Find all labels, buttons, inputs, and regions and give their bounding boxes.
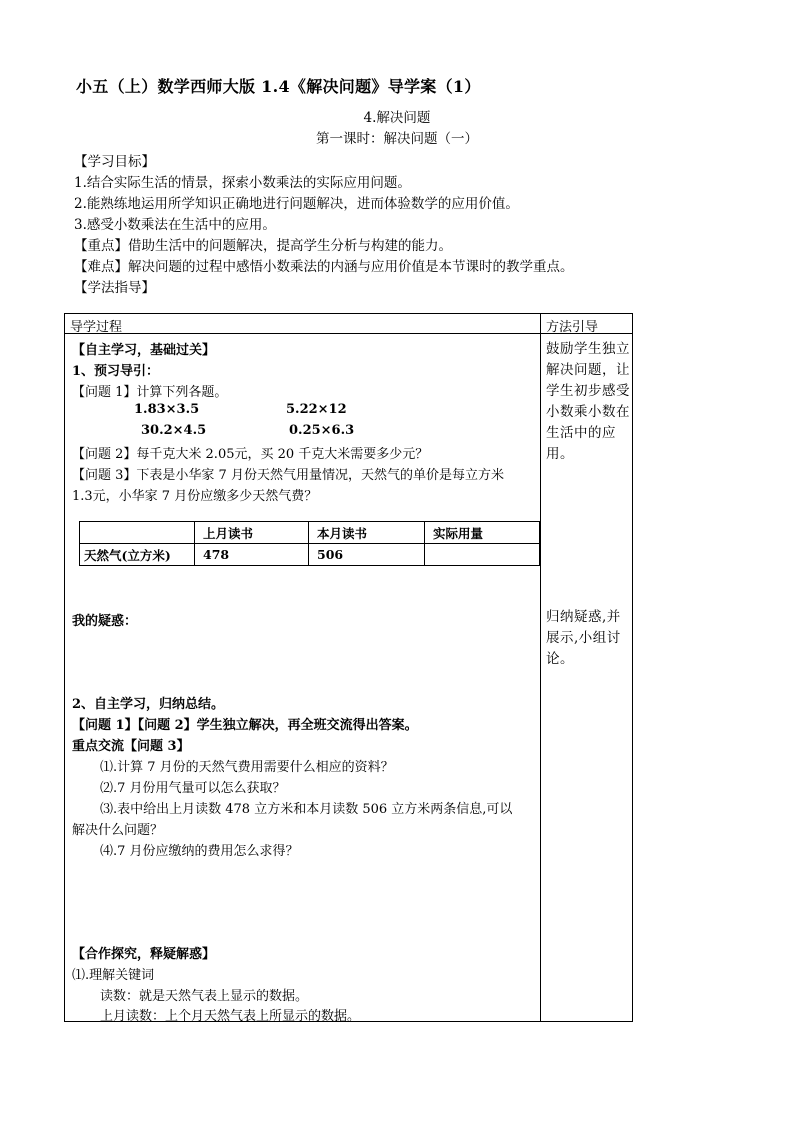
calc-item: 30.2×4.5 xyxy=(141,423,207,438)
calc-item: 1.83×3.5 xyxy=(134,402,200,417)
preview-heading: 1、预习导引： xyxy=(72,364,160,379)
question-1: 【问题 1】计算下列各题。 xyxy=(72,385,228,400)
calc-item: 5.22×12 xyxy=(286,402,347,417)
objectives-heading: 【学习目标】 xyxy=(74,154,155,170)
difficulty: 【难点】解决问题的过程中感悟小数乘法的内涵与应用价值是本节课时的教学重点。 xyxy=(74,259,574,275)
self-study-heading: 【自主学习，基础过关】 xyxy=(72,343,216,358)
objective-3: 3.感受小数乘法在生活中的应用。 xyxy=(74,217,276,233)
side-note-2: 归纳疑惑,并展示,小组讨论。 xyxy=(546,609,621,667)
key-point: 【重点】借助生活中的问题解决，提高学生分析与构建的能力。 xyxy=(74,238,452,254)
objective-2: 2.能熟练地运用所学知识正确地进行问题解决，进而体验数学的应用价值。 xyxy=(74,196,519,212)
table-cell: 506 xyxy=(309,544,425,566)
question-3-line1: 【问题 3】下表是小华家 7 月份天然气用量情况，天然气的单价是每立方米 xyxy=(72,468,504,483)
page-title: 小五（上）数学西师大版 1.4《解决问题》导学案（1） xyxy=(76,77,481,96)
table-cell xyxy=(80,522,195,544)
side-note-1: 鼓励学生独立解决问题，让学生初步感受小数乘小数在生活中的应用。 xyxy=(546,341,630,462)
question-2: 【问题 2】每千克大米 2.05元，买 20 千克大米需要多少元？ xyxy=(72,447,429,462)
column-divider xyxy=(540,313,541,1022)
col-left-header: 导学过程 xyxy=(70,320,123,335)
table-cell: 天然气(立方米) xyxy=(80,544,195,566)
calc-item: 0.25×6.3 xyxy=(289,423,355,438)
table-row xyxy=(80,544,540,566)
focus-heading: 重点交流【问题 3】 xyxy=(72,739,190,754)
table-header-cell: 实际用量 xyxy=(425,522,540,544)
last-reading-definition: 上月读数：上个月天然气表上所显示的数据。 xyxy=(100,1009,361,1024)
table-cell xyxy=(425,544,540,566)
gas-usage-table xyxy=(79,521,540,566)
table-header-cell: 上月读书 xyxy=(195,522,309,544)
focus-item: ⑷.7 月份应缴纳的费用怎么求得？ xyxy=(100,844,299,859)
focus-item: ⑴.计算 7 月份的天然气费用需要什么相应的资料？ xyxy=(100,760,394,775)
question-3-line2: 1.3元，小华家 7 月份应缴多少天然气费？ xyxy=(72,489,318,504)
summary-heading: 2、自主学习，归纳总结。 xyxy=(72,697,225,712)
summary-text: 【问题 1】【问题 2】学生独立解决，再全班交流得出答案。 xyxy=(72,718,418,733)
method-heading: 【学法指导】 xyxy=(74,280,155,296)
coop-heading: 【合作探究，释疑解惑】 xyxy=(72,947,216,962)
section-subtitle: 4.解决问题 xyxy=(363,110,431,126)
col-right-header: 方法引导 xyxy=(546,320,599,335)
table-row xyxy=(80,522,540,544)
reading-definition: 读数：就是天然气表上显示的数据。 xyxy=(100,989,309,1004)
lesson-title: 第一课时：解决问题（一） xyxy=(316,131,478,147)
objective-1: 1.结合实际生活的情景，探索小数乘法的实际应用问题。 xyxy=(74,175,411,191)
doubts-label: 我的疑惑： xyxy=(72,614,138,629)
table-header-cell: 本月读书 xyxy=(309,522,425,544)
focus-item: 解决什么问题？ xyxy=(72,823,164,838)
coop-item: ⑴.理解关键词 xyxy=(72,968,155,983)
focus-item: ⑶.表中给出上月读数 478 立方米和本月读数 506 立方米两条信息,可以 xyxy=(100,802,513,817)
table-cell: 478 xyxy=(195,544,309,566)
focus-item: ⑵.7 月份用气量可以怎么获取？ xyxy=(100,781,286,796)
